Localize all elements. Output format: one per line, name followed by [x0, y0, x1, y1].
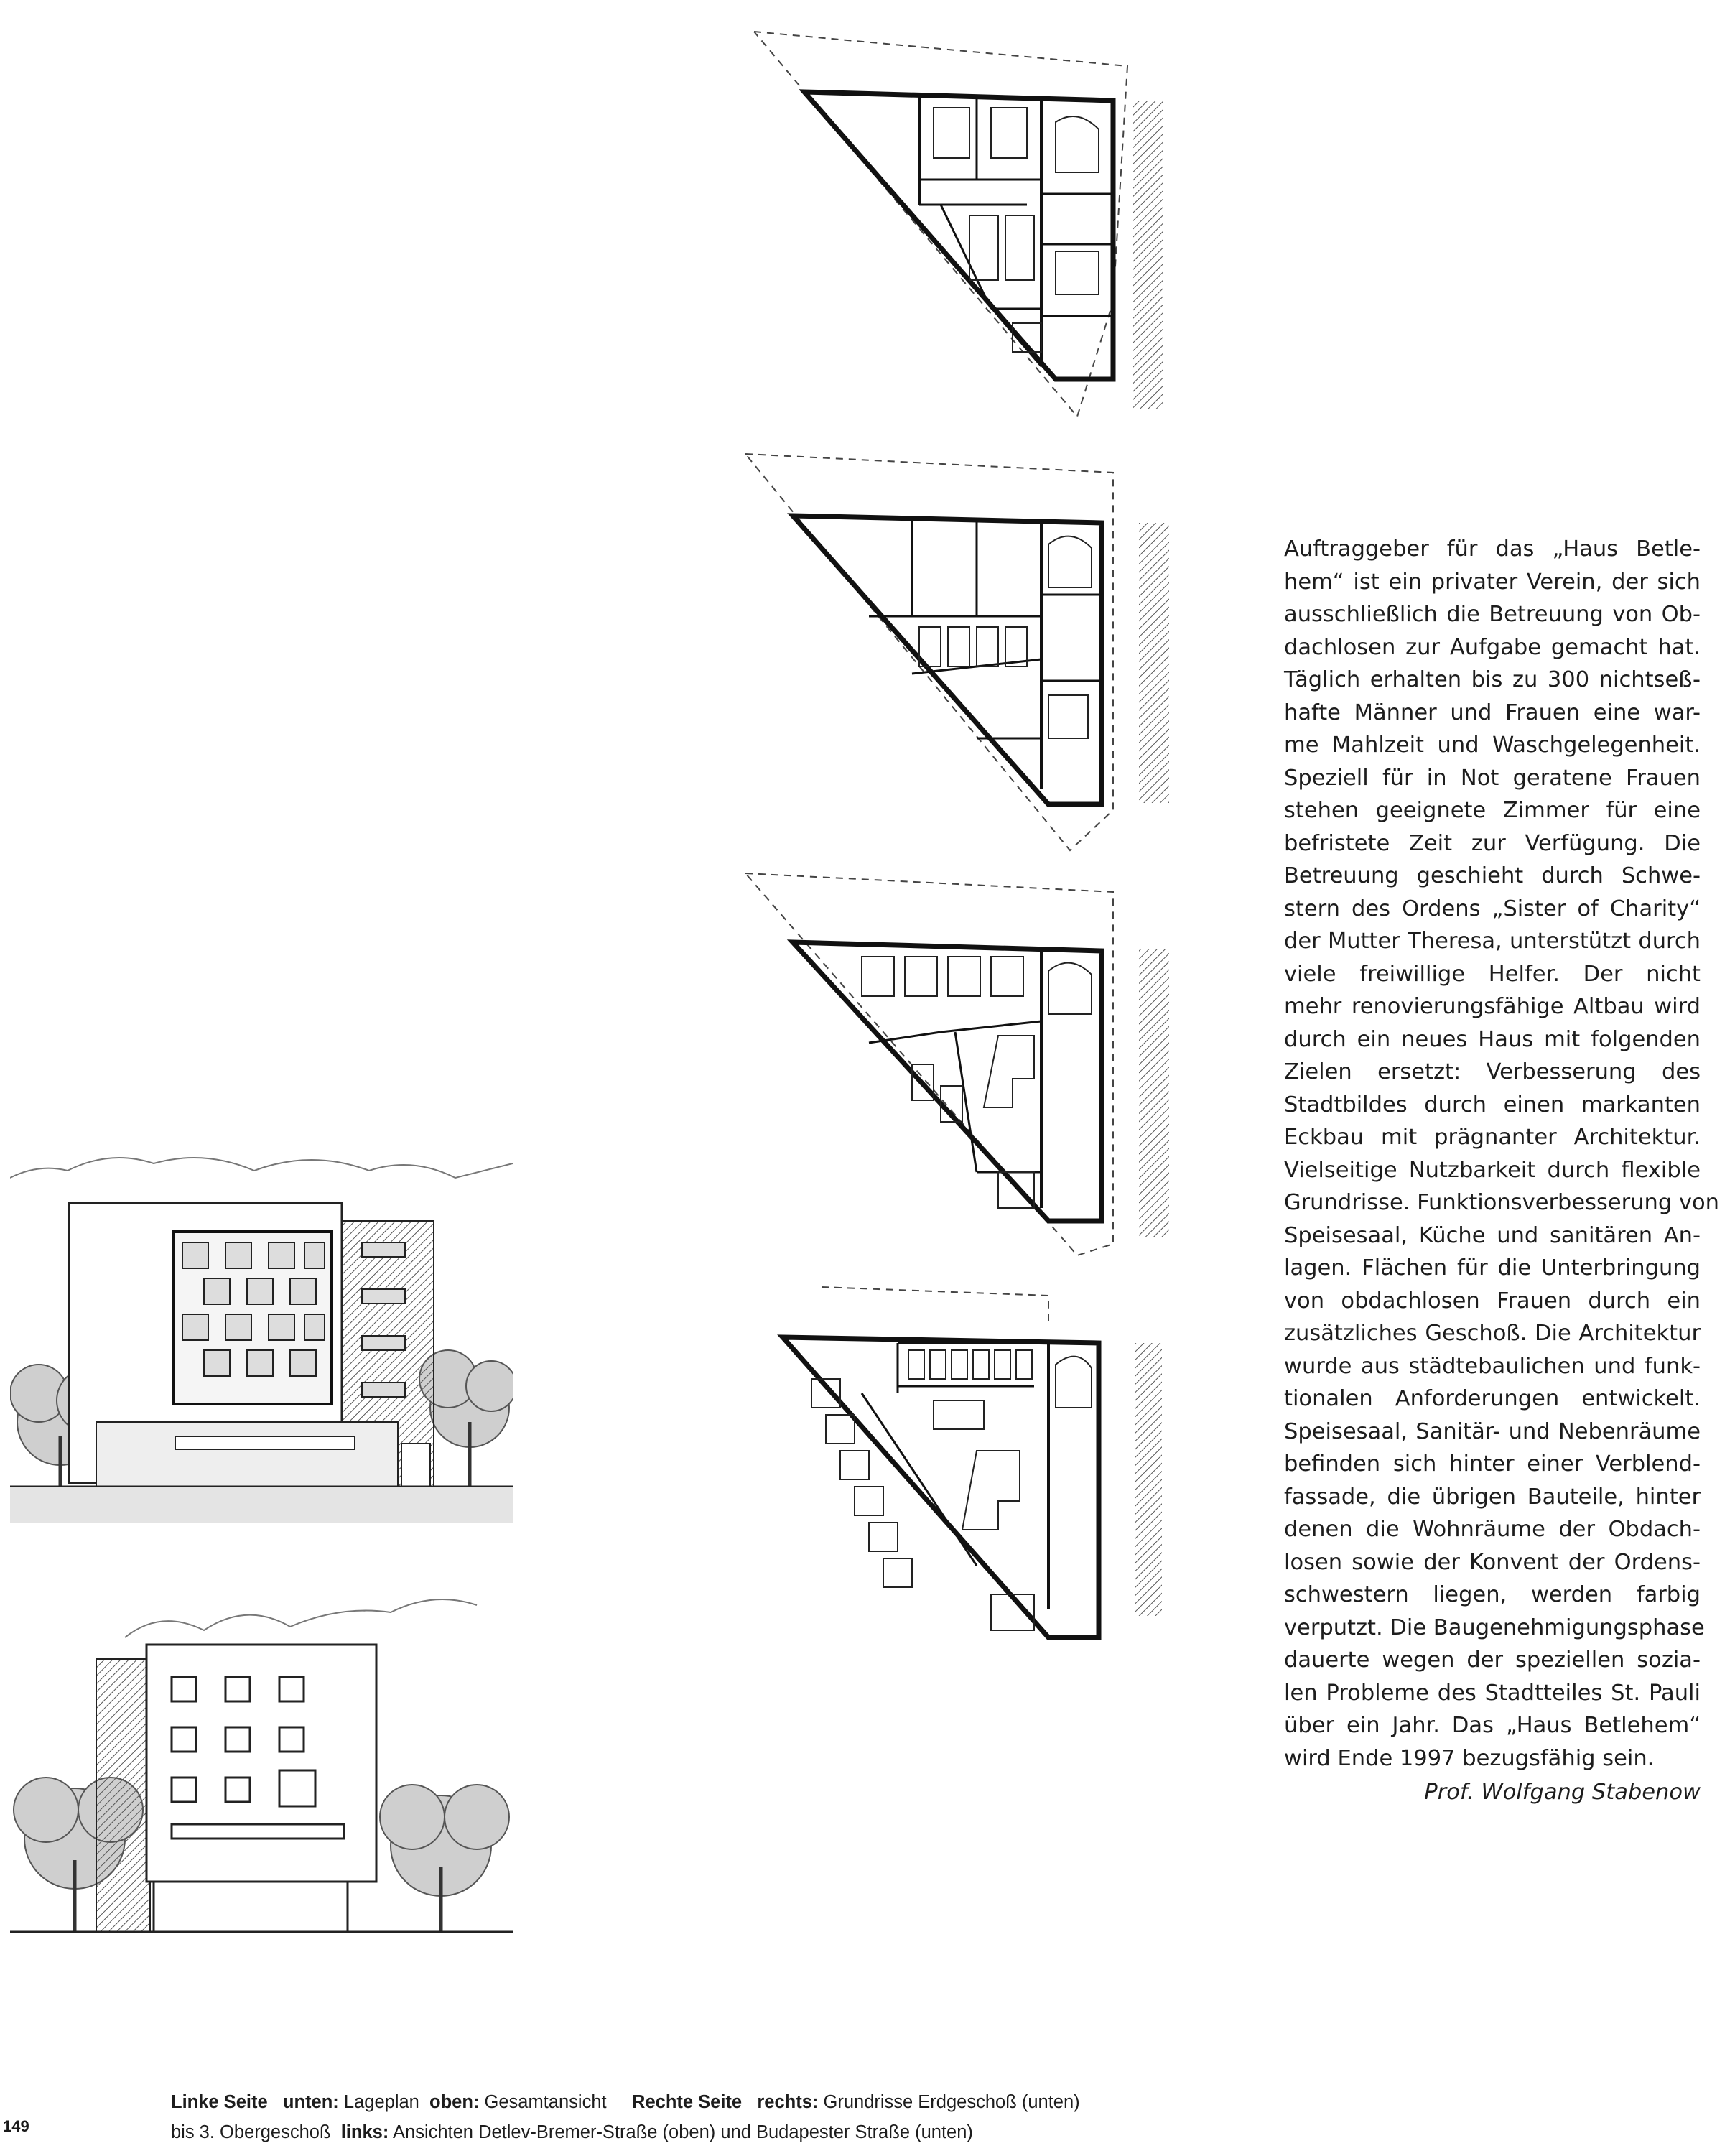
article-line: viele freiwillige Helfer. Der nicht	[1284, 961, 1701, 987]
article-line: Grundrisse. Funktionsverbesserung von	[1284, 1190, 1719, 1215]
article-line: hem“ ist ein privater Verein, der sich	[1284, 569, 1701, 595]
article-line: Betreuung geschieht durch Schwe-	[1284, 863, 1701, 888]
article-text	[1284, 533, 1719, 1809]
article-line: befristete Zeit zur Verfügung. Die	[1284, 830, 1701, 856]
article-line: Eckbau mit prägnanter Architektur.	[1284, 1125, 1701, 1150]
article-line: wird Ende 1997 bezugsfähig sein.	[1284, 1745, 1655, 1771]
article-line: schwestern liegen, werden farbig	[1284, 1582, 1701, 1607]
article-line: fassade, die übrigen Bauteile, hinter	[1284, 1484, 1701, 1510]
article-line: Speisesaal, Küche und sanitären An-	[1284, 1222, 1701, 1248]
caption-unten-text: Lageplan	[343, 2092, 419, 2112]
article-line: dauerte wegen der speziellen sozia-	[1284, 1648, 1701, 1673]
article-line: Täglich erhalten bis zu 300 nichtseß-	[1284, 667, 1701, 692]
article-line: tionalen Anforderungen entwickelt.	[1284, 1386, 1701, 1411]
caption-line-2	[171, 2117, 1277, 2147]
article-line: über ein Jahr. Das „Haus Betlehem“	[1284, 1713, 1701, 1738]
caption-rechts-label: rechts:	[757, 2092, 819, 2112]
elevation-detlev-bremer-strasse	[10, 1135, 513, 1537]
elevation-budapester-strasse	[10, 1558, 513, 1961]
article-line: verputzt. Die Baugenehmigungsphase	[1284, 1614, 1705, 1640]
page-number: 149	[3, 2117, 29, 2135]
article-line: losen sowie der Konvent der Ordens-	[1284, 1549, 1701, 1575]
caption-rechts-text: Grundrisse Erdgeschoß (unten)	[823, 2092, 1080, 2112]
caption-right-page-label: Rechte Seite	[632, 2092, 743, 2112]
article-line: durch ein neues Haus mit folgenden	[1284, 1026, 1701, 1052]
caption-oben-text: Gesamtansicht	[484, 2092, 607, 2112]
caption-line2-start: bis 3. Obergeschoß	[171, 2122, 331, 2142]
caption-left-page-label: Linke Seite	[171, 2092, 268, 2112]
article-line: ausschließlich die Betreuung von Ob-	[1284, 602, 1701, 627]
article-line: von obdachlosen Frauen durch ein	[1284, 1288, 1701, 1314]
article-author: Prof. Wolfgang Stabenow	[1424, 1780, 1701, 1805]
article-line: mehr renovierungsfähige Altbau wird	[1284, 994, 1701, 1019]
article-line: Zielen ersetzt: Verbesserung des	[1284, 1059, 1701, 1084]
article-line: lagen. Flächen für die Unterbringung	[1284, 1255, 1701, 1281]
caption-line-1	[171, 2087, 1277, 2117]
floor-plan-ground-floor	[761, 1278, 1163, 1666]
article-line: Vielseitige Nutzbarkeit durch flexible	[1284, 1157, 1701, 1183]
article-line: wurde aus städtebaulichen und funk-	[1284, 1353, 1701, 1379]
article-line: me Mahlzeit und Waschgelegenheit.	[1284, 733, 1701, 758]
article-line: stern des Ordens „Sister of Charity“	[1284, 896, 1701, 921]
article-line: len Probleme des Stadtteiles St. Pauli	[1284, 1680, 1701, 1706]
article-line: denen die Wohnräume der Obdach-	[1284, 1517, 1701, 1542]
article-line: stehen geeignete Zimmer für eine	[1284, 798, 1701, 823]
article-line: befinden sich hinter einer Verblend-	[1284, 1451, 1701, 1477]
figure-caption	[171, 2087, 1277, 2147]
article-line: Speziell für in Not geratene Frauen	[1284, 765, 1701, 791]
article-line: zusätzliches Geschoß. Die Architektur	[1284, 1321, 1701, 1346]
caption-links-text: Ansichten Detlev-Bremer-Straße (oben) und Budapester Straße (unten)	[393, 2122, 973, 2142]
caption-oben-label: oben:	[429, 2092, 480, 2112]
article-line: dachlosen zur Aufgabe gemacht hat.	[1284, 634, 1701, 660]
article-line: Speisesaal, Sanitär- und Nebenräume	[1284, 1418, 1701, 1444]
caption-links-label: links:	[340, 2122, 389, 2142]
article-line: Stadtbildes durch einen markanten	[1284, 1092, 1701, 1118]
article-line: Auftraggeber für das „Haus Betle-	[1284, 536, 1701, 562]
floor-plan-2nd-floor	[740, 451, 1171, 853]
caption-unten-label: unten:	[282, 2092, 339, 2112]
article-line: der Mutter Theresa, unterstützt durch	[1284, 929, 1701, 954]
article-line: hafte Männer und Frauen eine war-	[1284, 700, 1701, 725]
floor-plan-1st-floor	[740, 870, 1171, 1258]
floor-plan-3rd-floor	[740, 29, 1171, 431]
